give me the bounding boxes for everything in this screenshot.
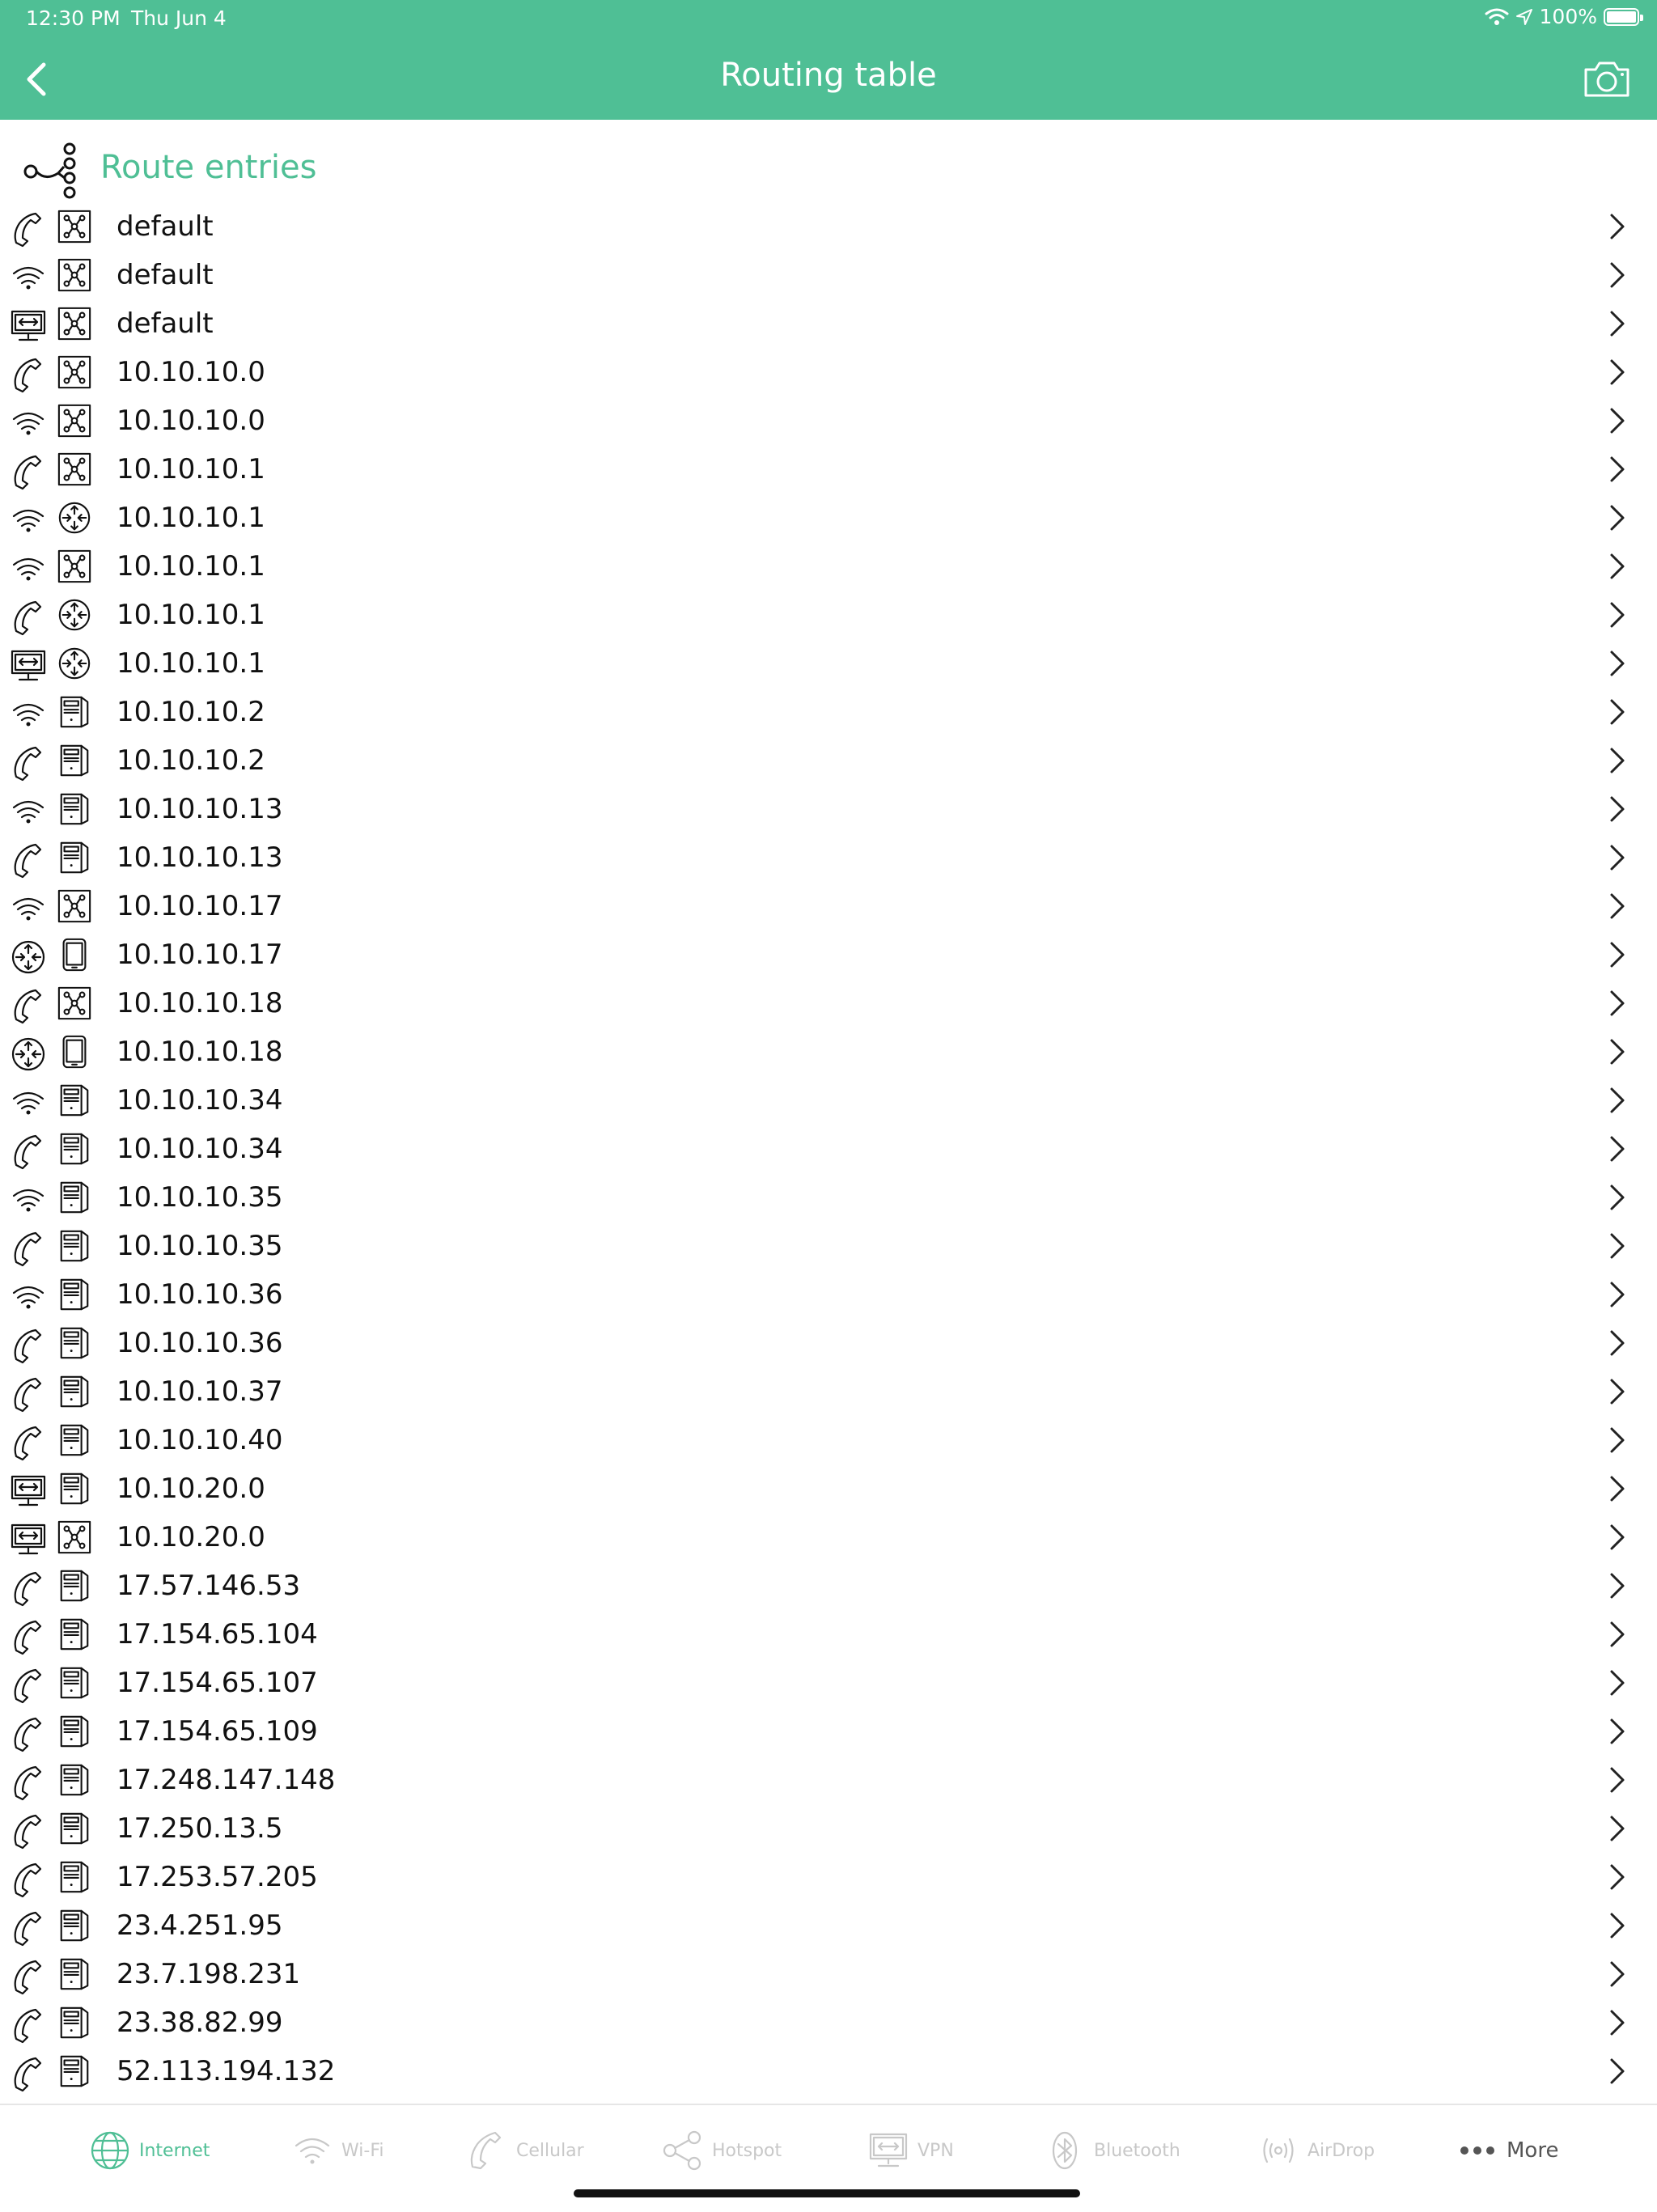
- cellular-icon: [10, 1230, 47, 1265]
- location-icon: [1515, 8, 1533, 26]
- host-icon: [57, 1083, 92, 1120]
- chevron-right-icon: [1605, 1618, 1628, 1651]
- tab-label: Hotspot: [712, 2140, 782, 2161]
- route-row[interactable]: [0, 1173, 1657, 1222]
- route-row[interactable]: [0, 1028, 1657, 1076]
- route-row[interactable]: [0, 785, 1657, 833]
- chevron-right-icon: [1605, 987, 1628, 1019]
- battery-icon: [1604, 8, 1639, 26]
- route-destination: 10.10.10.37: [117, 1375, 283, 1408]
- camera-button[interactable]: [1581, 57, 1633, 102]
- network-icon: [57, 888, 92, 926]
- chevron-right-icon: [1605, 1812, 1628, 1845]
- router-icon: [10, 939, 47, 974]
- wifi-icon: [10, 1181, 47, 1217]
- wifi-icon: [10, 890, 47, 926]
- cellular-icon: [10, 1909, 47, 1945]
- route-destination: 10.10.20.0: [117, 1473, 265, 1505]
- route-destination: 10.10.10.2: [117, 744, 265, 777]
- route-row[interactable]: [0, 1707, 1657, 1756]
- route-destination: default: [117, 210, 214, 243]
- route-row[interactable]: [0, 591, 1657, 639]
- cellular-icon: [466, 2129, 508, 2172]
- route-destination: default: [117, 307, 214, 340]
- wifi-icon: [10, 550, 47, 586]
- route-row[interactable]: [0, 1513, 1657, 1562]
- tab-label: AirDrop: [1307, 2140, 1375, 2161]
- vpn-icon: [10, 647, 47, 683]
- globe-icon: [89, 2129, 131, 2172]
- vpn-icon: [10, 307, 47, 343]
- bluetooth-icon: [1044, 2129, 1086, 2172]
- tab-label: Cellular: [516, 2140, 584, 2161]
- host-icon: [57, 1617, 92, 1654]
- route-row[interactable]: [0, 1416, 1657, 1464]
- router-icon: [57, 500, 92, 537]
- status-bar: [0, 0, 1657, 39]
- tab-label: Bluetooth: [1094, 2140, 1180, 2161]
- network-icon: [57, 403, 92, 440]
- tab-internet[interactable]: [89, 2126, 210, 2175]
- route-destination: 17.250.13.5: [117, 1812, 283, 1845]
- route-row[interactable]: [0, 882, 1657, 930]
- host-icon: [57, 694, 92, 731]
- cellular-icon: [10, 1618, 47, 1654]
- network-icon: [57, 306, 92, 343]
- wifi-status-icon: [1485, 7, 1509, 27]
- host-icon: [57, 1277, 92, 1314]
- host-icon: [57, 1859, 92, 1896]
- battery-percent: 100%: [1539, 5, 1597, 28]
- tablet-icon: [57, 1034, 92, 1071]
- cellular-icon: [10, 1327, 47, 1362]
- hotspot-icon: [662, 2129, 704, 2172]
- host-icon: [57, 1665, 92, 1702]
- route-destination: 10.10.10.18: [117, 1036, 283, 1068]
- cellular-icon: [10, 1667, 47, 1702]
- cellular-icon: [10, 1861, 47, 1896]
- more-icon: [1456, 2129, 1498, 2172]
- route-row[interactable]: [0, 1367, 1657, 1416]
- host-icon: [57, 1908, 92, 1945]
- route-destination: 10.10.10.1: [117, 647, 265, 680]
- network-icon: [57, 209, 92, 246]
- tab-bluetooth[interactable]: [1044, 2126, 1180, 2175]
- route-row[interactable]: [0, 542, 1657, 591]
- host-icon: [57, 1714, 92, 1751]
- cellular-icon: [10, 1133, 47, 1168]
- cellular-icon: [10, 841, 47, 877]
- route-destination: 10.10.20.0: [117, 1521, 265, 1553]
- route-destination: 10.10.10.35: [117, 1181, 283, 1214]
- route-row[interactable]: [0, 1853, 1657, 1901]
- route-destination: 10.10.10.40: [117, 1424, 283, 1456]
- tab-label: Internet: [139, 2140, 210, 2161]
- host-icon: [57, 2053, 92, 2091]
- route-destination: 10.10.10.36: [117, 1327, 283, 1359]
- section-title: Route entries: [100, 149, 317, 186]
- route-row[interactable]: [0, 251, 1657, 299]
- cellular-icon: [10, 210, 47, 246]
- chevron-right-icon: [1605, 1958, 1628, 1990]
- chevron-right-icon: [1605, 1424, 1628, 1456]
- chevron-right-icon: [1605, 890, 1628, 922]
- route-list: [0, 202, 1657, 2095]
- tab-label: VPN: [917, 2140, 954, 2161]
- chevron-right-icon: [1605, 1909, 1628, 1942]
- chevron-right-icon: [1605, 259, 1628, 291]
- chevron-right-icon: [1605, 1764, 1628, 1796]
- route-row[interactable]: [0, 688, 1657, 736]
- route-row[interactable]: [0, 299, 1657, 348]
- status-time: 12:30 PM: [26, 6, 121, 30]
- cellular-icon: [10, 599, 47, 634]
- cellular-icon: [10, 2055, 47, 2091]
- chevron-right-icon: [1605, 1084, 1628, 1117]
- route-row[interactable]: [0, 1998, 1657, 2047]
- route-destination: 10.10.10.34: [117, 1133, 283, 1165]
- chevron-right-icon: [1605, 502, 1628, 534]
- route-row[interactable]: [0, 348, 1657, 396]
- route-row[interactable]: [0, 1756, 1657, 1804]
- cellular-icon: [10, 1424, 47, 1460]
- chevron-right-icon: [1605, 1861, 1628, 1893]
- router-icon: [57, 597, 92, 634]
- host-icon: [57, 1762, 92, 1799]
- wifi-icon: [10, 502, 47, 537]
- network-icon: [57, 354, 92, 392]
- wifi-icon: [10, 793, 47, 828]
- route-row[interactable]: [0, 1464, 1657, 1513]
- route-destination: 10.10.10.13: [117, 793, 283, 825]
- route-destination: 23.4.251.95: [117, 1909, 283, 1942]
- route-row[interactable]: [0, 1222, 1657, 1270]
- network-icon: [57, 451, 92, 489]
- tab-more[interactable]: [1456, 2126, 1558, 2175]
- vpn-icon: [10, 1473, 47, 1508]
- route-destination: 10.10.10.2: [117, 696, 265, 728]
- host-icon: [57, 1374, 92, 1411]
- route-row[interactable]: [0, 202, 1657, 251]
- router-icon: [57, 646, 92, 683]
- host-icon: [57, 1325, 92, 1362]
- nav-bar: [0, 39, 1657, 120]
- cellular-icon: [10, 744, 47, 780]
- route-destination: 10.10.10.0: [117, 356, 265, 388]
- route-destination: 17.154.65.107: [117, 1667, 318, 1699]
- route-destination: 52.113.194.132: [117, 2055, 336, 2087]
- tab-label: More: [1507, 2138, 1559, 2163]
- chevron-right-icon: [1605, 1133, 1628, 1165]
- route-row[interactable]: [0, 979, 1657, 1028]
- chevron-right-icon: [1605, 599, 1628, 631]
- route-row[interactable]: [0, 396, 1657, 445]
- route-destination: 10.10.10.1: [117, 599, 265, 631]
- chevron-right-icon: [1605, 647, 1628, 680]
- route-destination: 17.253.57.205: [117, 1861, 318, 1893]
- cellular-icon: [10, 356, 47, 392]
- route-row[interactable]: [0, 1562, 1657, 1610]
- host-icon: [57, 1180, 92, 1217]
- cellular-icon: [10, 1375, 47, 1411]
- route-destination: 23.7.198.231: [117, 1958, 301, 1990]
- wifi-icon: [10, 1084, 47, 1120]
- wifi-icon: [10, 1278, 47, 1314]
- tab-cellular[interactable]: [466, 2126, 584, 2175]
- host-icon: [57, 1956, 92, 1994]
- wifi-icon: [10, 405, 47, 440]
- chevron-right-icon: [1605, 696, 1628, 728]
- chevron-right-icon: [1605, 405, 1628, 437]
- route-row[interactable]: [0, 930, 1657, 979]
- chevron-right-icon: [1605, 1375, 1628, 1408]
- host-icon: [57, 1422, 92, 1460]
- chevron-right-icon: [1605, 453, 1628, 485]
- chevron-right-icon: [1605, 793, 1628, 825]
- cellular-icon: [10, 987, 47, 1023]
- tab-label: Wi-Fi: [341, 2140, 384, 2161]
- cellular-icon: [10, 453, 47, 489]
- host-icon: [57, 1568, 92, 1605]
- chevron-right-icon: [1605, 1667, 1628, 1699]
- chevron-right-icon: [1605, 1570, 1628, 1602]
- route-destination: 10.10.10.1: [117, 550, 265, 583]
- route-row[interactable]: [0, 1319, 1657, 1367]
- wifi-icon: [10, 696, 47, 731]
- route-destination: 17.248.147.148: [117, 1764, 336, 1796]
- route-destination: 10.10.10.36: [117, 1278, 283, 1311]
- route-icon: [21, 141, 83, 199]
- route-row[interactable]: [0, 445, 1657, 494]
- tablet-icon: [57, 937, 92, 974]
- host-icon: [57, 1811, 92, 1848]
- route-destination: 17.57.146.53: [117, 1570, 301, 1602]
- cellular-icon: [10, 1715, 47, 1751]
- host-icon: [57, 1131, 92, 1168]
- cellular-icon: [10, 1570, 47, 1605]
- chevron-right-icon: [1605, 841, 1628, 874]
- host-icon: [57, 2005, 92, 2042]
- network-icon: [57, 257, 92, 295]
- route-row[interactable]: [0, 639, 1657, 688]
- chevron-right-icon: [1605, 1473, 1628, 1505]
- chevron-right-icon: [1605, 356, 1628, 388]
- chevron-right-icon: [1605, 2055, 1628, 2087]
- route-destination: default: [117, 259, 214, 291]
- route-row[interactable]: [0, 1610, 1657, 1659]
- router-icon: [10, 1036, 47, 1071]
- chevron-right-icon: [1605, 744, 1628, 777]
- route-row[interactable]: [0, 1901, 1657, 1950]
- route-row[interactable]: [0, 494, 1657, 542]
- chevron-right-icon: [1605, 1036, 1628, 1068]
- chevron-right-icon: [1605, 307, 1628, 340]
- route-destination: 10.10.10.35: [117, 1230, 283, 1262]
- page-title: Routing table: [720, 57, 937, 94]
- cellular-icon: [10, 1812, 47, 1848]
- chevron-right-icon: [1605, 1327, 1628, 1359]
- wifi-icon: [291, 2129, 333, 2172]
- tab-airdrop[interactable]: [1257, 2126, 1375, 2175]
- host-icon: [57, 1228, 92, 1265]
- route-row[interactable]: [0, 736, 1657, 785]
- cellular-icon: [10, 2006, 47, 2042]
- tab-vpn[interactable]: [867, 2126, 954, 2175]
- chevron-right-icon: [1605, 1715, 1628, 1748]
- chevron-right-icon: [1605, 1278, 1628, 1311]
- vpn-icon: [867, 2129, 909, 2172]
- host-icon: [57, 791, 92, 828]
- route-destination: 23.38.82.99: [117, 2006, 283, 2039]
- host-icon: [57, 743, 92, 780]
- chevron-right-icon: [1605, 1230, 1628, 1262]
- route-row[interactable]: [0, 1125, 1657, 1173]
- route-destination: 10.10.10.17: [117, 939, 283, 971]
- cellular-icon: [10, 1764, 47, 1799]
- route-destination: 10.10.10.1: [117, 453, 265, 485]
- chevron-right-icon: [1605, 1521, 1628, 1553]
- route-destination: 10.10.10.17: [117, 890, 283, 922]
- route-row[interactable]: [0, 2047, 1657, 2095]
- route-row[interactable]: [0, 1659, 1657, 1707]
- cellular-icon: [10, 1958, 47, 1994]
- wifi-icon: [10, 259, 47, 295]
- status-right: [1485, 5, 1639, 28]
- chevron-right-icon: [1605, 550, 1628, 583]
- route-destination: 10.10.10.1: [117, 502, 265, 534]
- route-destination: 10.10.10.34: [117, 1084, 283, 1117]
- host-icon: [57, 1471, 92, 1508]
- network-icon: [57, 549, 92, 586]
- chevron-right-icon: [1605, 2006, 1628, 2039]
- route-row[interactable]: [0, 833, 1657, 882]
- route-row[interactable]: [0, 1270, 1657, 1319]
- route-destination: 17.154.65.104: [117, 1618, 318, 1651]
- route-destination: 10.10.10.18: [117, 987, 283, 1019]
- network-icon: [57, 1519, 92, 1557]
- status-date: Thu Jun 4: [131, 6, 227, 30]
- route-row[interactable]: [0, 1076, 1657, 1125]
- tab-hotspot[interactable]: [662, 2126, 782, 2175]
- home-indicator: [574, 2189, 1080, 2197]
- chevron-right-icon: [1605, 210, 1628, 243]
- host-icon: [57, 840, 92, 877]
- route-row[interactable]: [0, 1804, 1657, 1853]
- route-row[interactable]: [0, 1950, 1657, 1998]
- chevron-right-icon: [1605, 939, 1628, 971]
- route-destination: 10.10.10.0: [117, 405, 265, 437]
- route-destination: 10.10.10.13: [117, 841, 283, 874]
- section-header: [0, 136, 1657, 209]
- network-icon: [57, 985, 92, 1023]
- chevron-right-icon: [1605, 1181, 1628, 1214]
- route-destination: 17.154.65.109: [117, 1715, 318, 1748]
- vpn-icon: [10, 1521, 47, 1557]
- airdrop-icon: [1257, 2129, 1299, 2172]
- tab-wi-fi[interactable]: [291, 2126, 384, 2175]
